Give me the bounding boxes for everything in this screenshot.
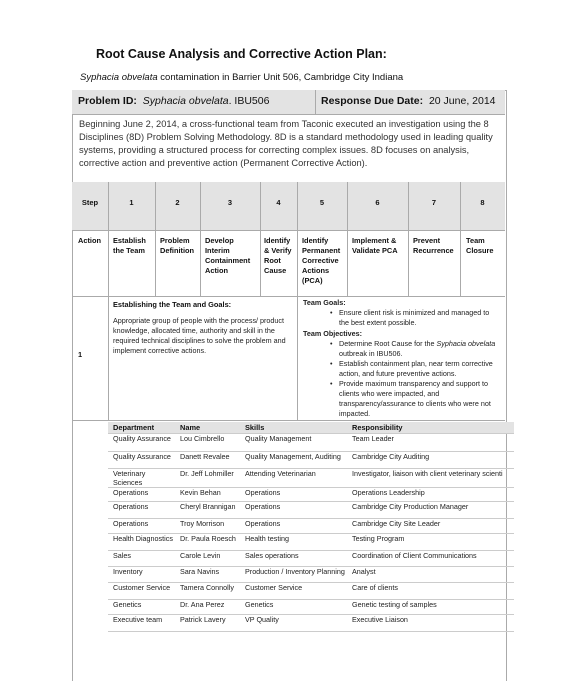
team-objectives-label: Team Objectives: (303, 329, 362, 338)
team-cell-responsibility: Investigator, liaison with client veterinary scienti (352, 469, 503, 478)
document-subtitle (80, 72, 403, 83)
team-cell-name: Dr. Paula Roesch (180, 534, 236, 543)
team-cell-department: Operations (113, 502, 149, 511)
subtitle-organism: Syphacia obvelata (80, 72, 158, 83)
team-cell-department: Inventory (113, 567, 143, 576)
team-cell-skills: Customer Service (245, 583, 303, 592)
response-due (321, 95, 496, 107)
team-cell-department: Executive team (113, 615, 163, 624)
team-goals-label: Team Goals: (303, 298, 346, 307)
action-item: Identify & Verify Root Cause (264, 236, 292, 275)
team-objective-item: • Provide maximum transparency and support to clients who were impacted, and transparency/assurance to clients who were not impacted. (328, 379, 500, 419)
team-objective-item: • Determine Root Cause for the Syphacia obvelata outbreak in IBU506. (328, 339, 500, 359)
team-cell-skills: Health testing (245, 534, 289, 543)
action-item: Establish the Team (113, 236, 146, 255)
action-item: Develop Interim Containment Action (205, 236, 251, 275)
problem-id-code: . IBU506 (228, 95, 270, 107)
step-number: 8 (480, 198, 485, 207)
divider (72, 296, 505, 297)
column-line (108, 182, 109, 420)
team-cell-department: Sales (113, 551, 131, 560)
team-header-name: Name (180, 423, 201, 432)
step-number: 4 (276, 198, 281, 207)
team-goal-item: • Ensure client risk is minimized and managed to the best extent possible. (328, 308, 500, 328)
team-cell-department: Health Diagnostics (113, 534, 173, 543)
team-cell-responsibility: Testing Program (352, 534, 405, 543)
team-cell-skills: VP Quality (245, 615, 279, 624)
team-header-responsibility: Responsibility (352, 423, 403, 432)
column-line (297, 182, 298, 420)
team-cell-responsibility: Genetic testing of samples (352, 600, 437, 609)
team-cell-responsibility: Cambridge City Site Leader (352, 519, 441, 528)
team-header-department: Department (113, 423, 155, 432)
team-cell-responsibility: Team Leader (352, 434, 394, 443)
team-cell-skills: Operations (245, 502, 281, 511)
team-cell-department: Operations (113, 519, 149, 528)
action-item: Prevent Recurrence (413, 236, 454, 255)
team-cell-department: Veterinary Sciences (113, 469, 146, 487)
team-cell-responsibility: Coordination of Client Communications (352, 551, 477, 560)
team-cell-name: Kevin Behan (180, 488, 221, 497)
team-cell-skills: Sales operations (245, 551, 299, 560)
step1-number: 1 (78, 350, 83, 359)
team-cell-skills: Quality Management (245, 434, 312, 443)
team-cell-department: Genetics (113, 600, 142, 609)
problem-id (78, 95, 269, 107)
team-cell-name: Lou Cimbrello (180, 434, 225, 443)
team-cell-department: Quality Assurance (113, 452, 171, 461)
team-cell-name: Tamera Connolly (180, 583, 234, 592)
team-cell-name: Patrick Lavery (180, 615, 226, 624)
step-number: 2 (175, 198, 180, 207)
team-cell-name: Carole Levin (180, 551, 221, 560)
action-label: Action (78, 236, 101, 245)
team-goals-list (328, 308, 500, 328)
problem-row-divider (315, 90, 316, 114)
divider (72, 420, 505, 421)
team-cell-skills: Production / Inventory Planning (245, 567, 345, 576)
step1-description: Appropriate group of people with the process/ product knowledge, allocated time, authority and skill in the required technical disciplines to solve the problem and implement corrective actions. (113, 316, 286, 355)
step-number: 5 (319, 198, 325, 207)
intro-paragraph: Beginning June 2, 2014, a cross-functional team from Taconic executed an investigation using the 8 Disciplines (8D) Problem Solving Methodology. 8D is a standard methodology used in leading quality systems, providing a structured process for correcting complex issues. 8D focuses on analysis, corrective action and preventive action (Permanent Corrective Action). (79, 119, 493, 168)
team-cell-name: Cheryl Brannigan (180, 502, 236, 511)
action-item: Team Closure (466, 236, 494, 255)
document-title: Root Cause Analysis and Corrective Action Plan: (96, 47, 387, 61)
team-cell-responsibility: Care of clients (352, 583, 398, 592)
team-cell-responsibility: Analyst (352, 567, 376, 576)
step-number: 7 (431, 198, 437, 207)
team-objectives-list (328, 339, 500, 419)
team-table-header (108, 422, 514, 433)
step-number: 3 (227, 198, 233, 207)
team-cell-skills: Operations (245, 519, 281, 528)
problem-row (72, 90, 505, 115)
team-cell-responsibility: Cambridge City Auditing (352, 452, 430, 461)
divider (72, 230, 505, 231)
team-cell-name: Troy Morrison (180, 519, 225, 528)
team-cell-department: Operations (113, 488, 149, 497)
team-cell-skills: Attending Veterinarian (245, 469, 316, 478)
team-cell-name: Sara Navins (180, 567, 220, 576)
action-item: Implement & Validate PCA (352, 236, 398, 255)
action-item: Problem Definition (160, 236, 195, 255)
action-item: Identify Permanent Corrective Actions (PCA) (302, 236, 341, 285)
team-row-divider (108, 631, 514, 632)
step-label: Step (81, 198, 99, 207)
team-cell-responsibility: Operations Leadership (352, 488, 425, 497)
team-cell-department: Customer Service (113, 583, 171, 592)
team-cell-skills: Genetics (245, 600, 274, 609)
team-cell-name: Dr. Ana Perez (180, 600, 225, 609)
response-due-value: 20 June, 2014 (428, 95, 496, 107)
step-number: 6 (375, 198, 380, 207)
team-cell-responsibility: Executive Liaison (352, 615, 408, 624)
team-cell-skills: Quality Management, Auditing (245, 452, 341, 461)
team-cell-name: Dr. Jeff Lohmiller (180, 469, 234, 478)
problem-id-label: Problem ID: (78, 95, 137, 107)
subtitle-rest: contamination in Barrier Unit 506, Cambridge City Indiana (157, 72, 404, 83)
step1-heading: Establishing the Team and Goals: (113, 300, 232, 309)
response-due-label: Response Due Date: (321, 95, 424, 107)
step-number: 1 (129, 198, 134, 207)
team-header-skills: Skills (245, 423, 265, 432)
problem-id-organism: Syphacia obvelata (142, 95, 229, 107)
team-cell-skills: Operations (245, 488, 281, 497)
team-cell-department: Quality Assurance (113, 434, 171, 443)
team-cell-responsibility: Cambridge City Production Manager (352, 502, 469, 511)
team-cell-name: Danett Revalee (180, 452, 230, 461)
team-objective-item: • Establish containment plan, near term corrective action, and future preventive actions. (328, 359, 500, 379)
